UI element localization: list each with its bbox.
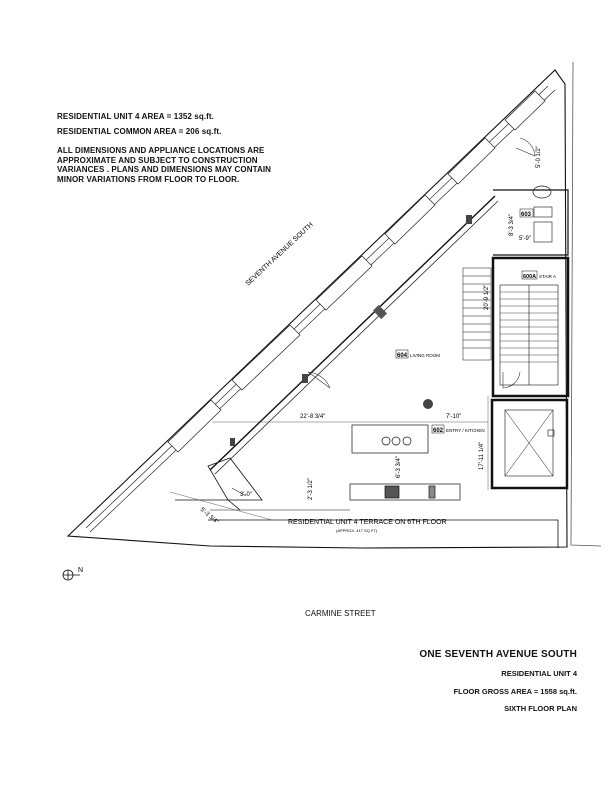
gross-area: FLOOR GROSS AREA = 1558 sq.ft. [453,686,577,696]
unit-title: RESIDENTIAL UNIT 4 [501,669,577,678]
unit-area-note: RESIDENTIAL UNIT 4 AREA = 1352 sq.ft. [57,112,214,121]
corner-room-outline [175,458,262,510]
stair-number: 600A [523,274,537,280]
terrace-sublabel: (APPROX. 417 SQ FT) [336,528,378,533]
dim-20-9: 20'-9 1/2" [484,284,490,310]
common-area-note: RESIDENTIAL COMMON AREA = 206 sq.ft. [57,126,222,136]
dim-5-9: 5'-9" [519,236,531,242]
sheet-title: SIXTH FLOOR PLAN [504,704,577,713]
kitchen [350,399,460,500]
street-label-diagonal: SEVENTH AVENUE SOUTH [244,221,315,288]
compass-label: N [78,567,84,574]
dim-17-11: 17'-11 1/4" [479,441,485,470]
entry-number: 602 [433,428,444,434]
project-title: ONE SEVENTH AVENUE SOUTH [419,649,577,660]
bottom-street-label: CARMINE STREET [305,609,376,618]
entry-name: ENTRY / KITCHEN [446,428,485,433]
living-number: 604 [397,353,408,359]
living-name: LIVING ROOM [410,353,441,358]
facade-windows [168,91,545,452]
door-swings [232,138,535,496]
dim-5-3: 5'-3 3/4" [198,506,220,526]
dim-3-0: 3'-0" [240,492,252,498]
disclaimer-line: MINOR VARIATIONS FROM FLOOR TO FLOOR. [57,174,240,184]
dim-22-8: 22'-8 3/4" [300,414,326,420]
disclaimer-line: ALL DIMENSIONS AND APPLIANCE LOCATIONS ARE [57,146,265,156]
adjacent-building-line [571,62,601,546]
dimension-labels [199,146,542,526]
dim-8-3: 8'-3 3/4" [509,214,515,236]
terrace-label: RESIDENTIAL UNIT 4 TERRACE ON 6TH FLOOR [288,519,447,526]
title-block [419,649,577,718]
bath-number: 603 [521,212,532,218]
stair-name: STAIR A [539,274,556,279]
dim-2-3: 2'-3 1/2" [308,478,314,500]
terrace [208,510,558,548]
dim-5-0: 5'-0 1/2" [536,146,542,168]
dim-6-3: 6'-3 3/4" [396,456,402,478]
dim-7-10: 7'-10" [446,414,462,420]
bathroom [493,186,568,255]
disclaimer-line: APPROXIMATE AND SUBJECT TO CONSTRUCTION [57,155,258,165]
elevator-core [492,400,567,488]
feature-stair [463,268,491,360]
disclaimer-line: VARIANCES . PLANS AND DIMENSIONS MAY CONTAIN [57,165,272,175]
dimension-lines [170,396,488,520]
